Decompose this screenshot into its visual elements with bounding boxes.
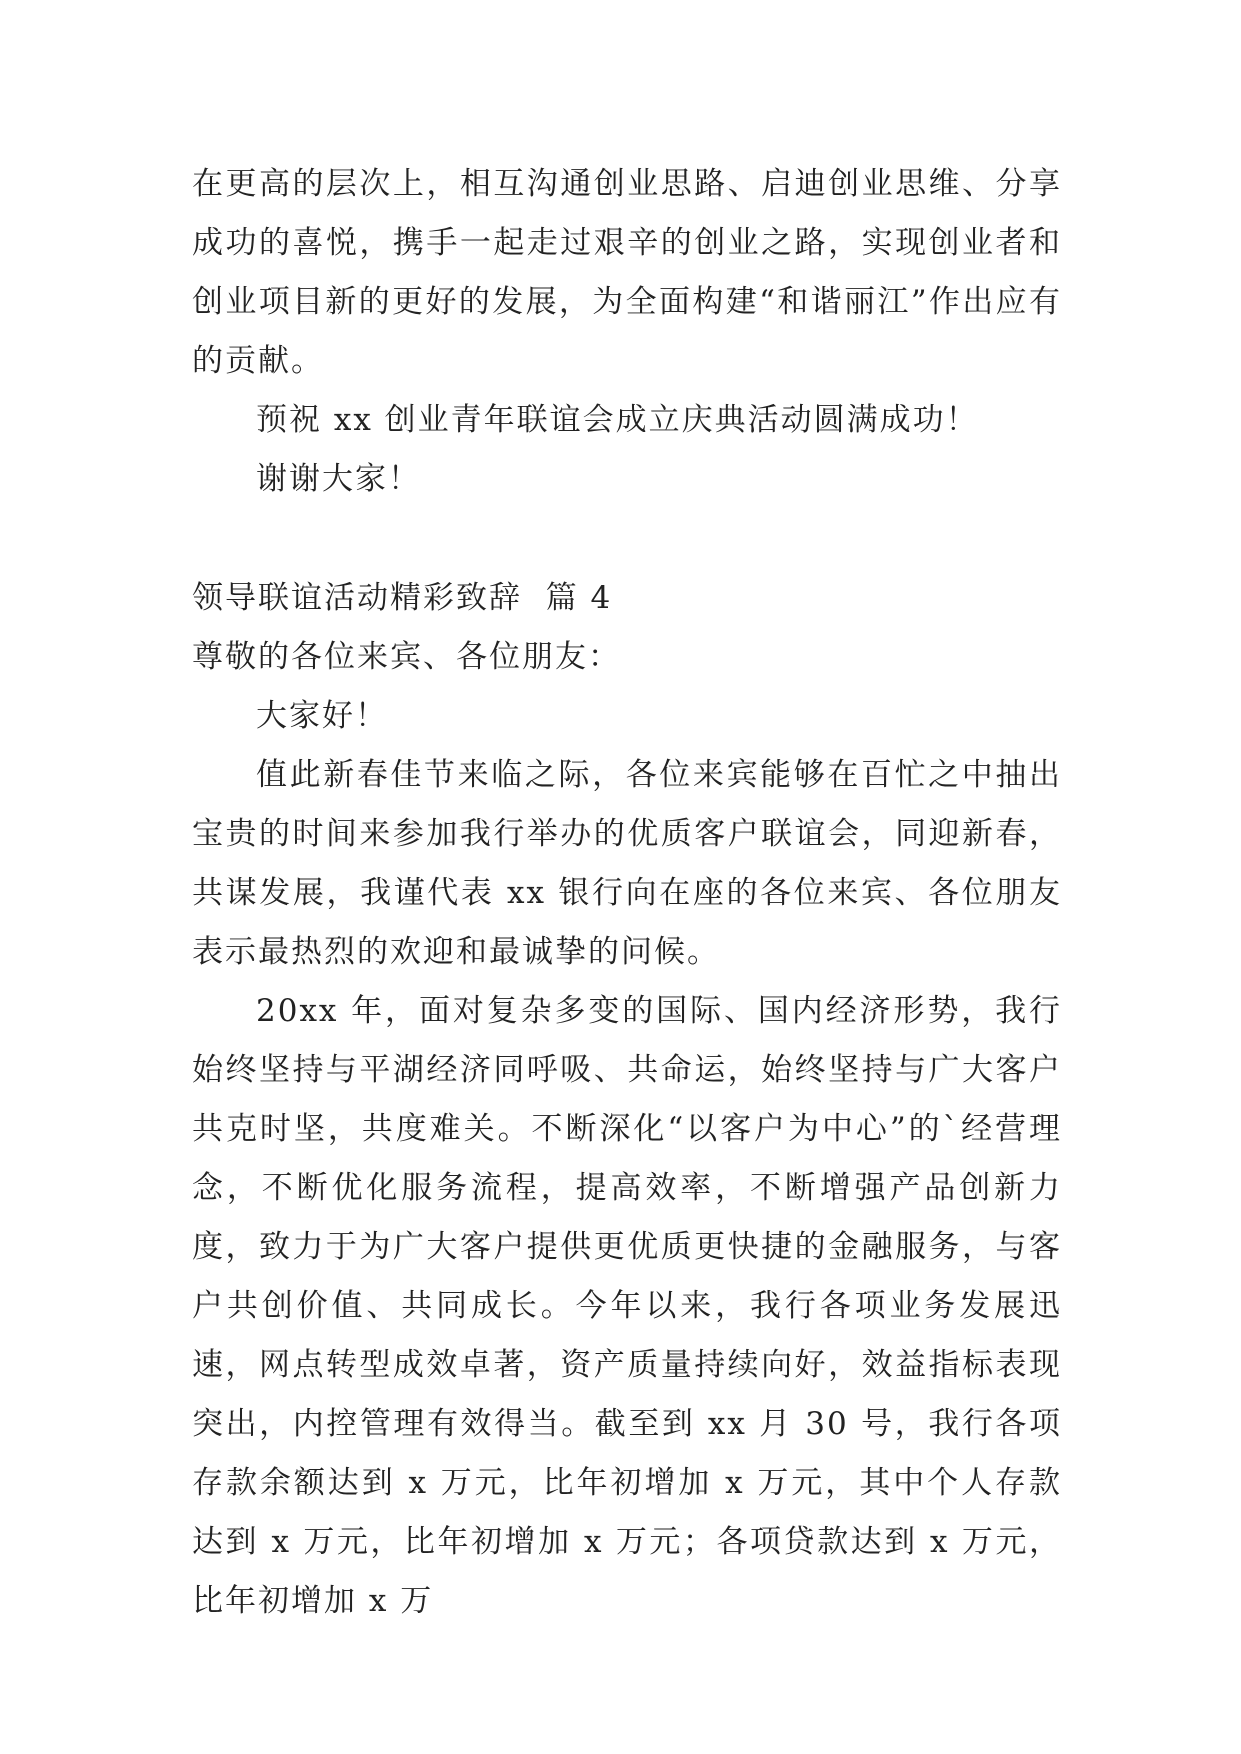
- paragraph-review: 20xx 年，面对复杂多变的国际、国内经济形势，我行始终坚持与平湖经济同呼吸、共命运，始终坚持与广大客户共克时坚，共度难关。不断深化“以客户为中心”的`经营理念，不断优化服务流程，提高效率，不断增强产品创新力度，致力于为广大客户提供更优质更快捷的金融服务，与客户共创价值、共同成长。今年以来，我行各项业务发展迅速，网点转型成效卓著，资产质量持续向好，效益指标表现突出，内控管理有效得当。截至到 xx 月 30 号，我行各项存款余额达到 x 万元，比年初增加 x 万元，其中个人存款达到 x 万元，比年初增加 x 万元；各项贷款达到 x 万元，比年初增加 x 万: [192, 993, 1062, 1619]
- paragraph-closing-text: 在更高的层次上，相互沟通创业思路、启迪创业思维、分享成功的喜悦，携手一起走过艰辛的创业之路，实现创业者和创业项目新的更好的发展，为全面构建“和谐丽江”作出应有的贡献。: [192, 166, 1062, 379]
- section-title: 领导联谊活动精彩致辞 篇 4: [192, 580, 613, 616]
- paragraph-welcome: 值此新春佳节来临之际，各位来宾能够在百忙之中抽出宝贵的时间来参加我行举办的优质客户联谊会，同迎新春，共谋发展，我谨代表 xx 银行向在座的各位来宾、各位朋友表示最热烈的欢迎和最诚挚的问候。: [192, 757, 1062, 970]
- document-body: [192, 155, 1062, 1631]
- salutation: 尊敬的各位来宾、各位朋友：: [192, 639, 621, 675]
- paragraph-wish: 预祝 xx 创业青年联谊会成立庆典活动圆满成功！: [256, 402, 979, 438]
- section-spacer: [192, 509, 1062, 569]
- paragraph-thanks: 谢谢大家！: [256, 461, 421, 497]
- greeting: 大家好！: [256, 698, 388, 734]
